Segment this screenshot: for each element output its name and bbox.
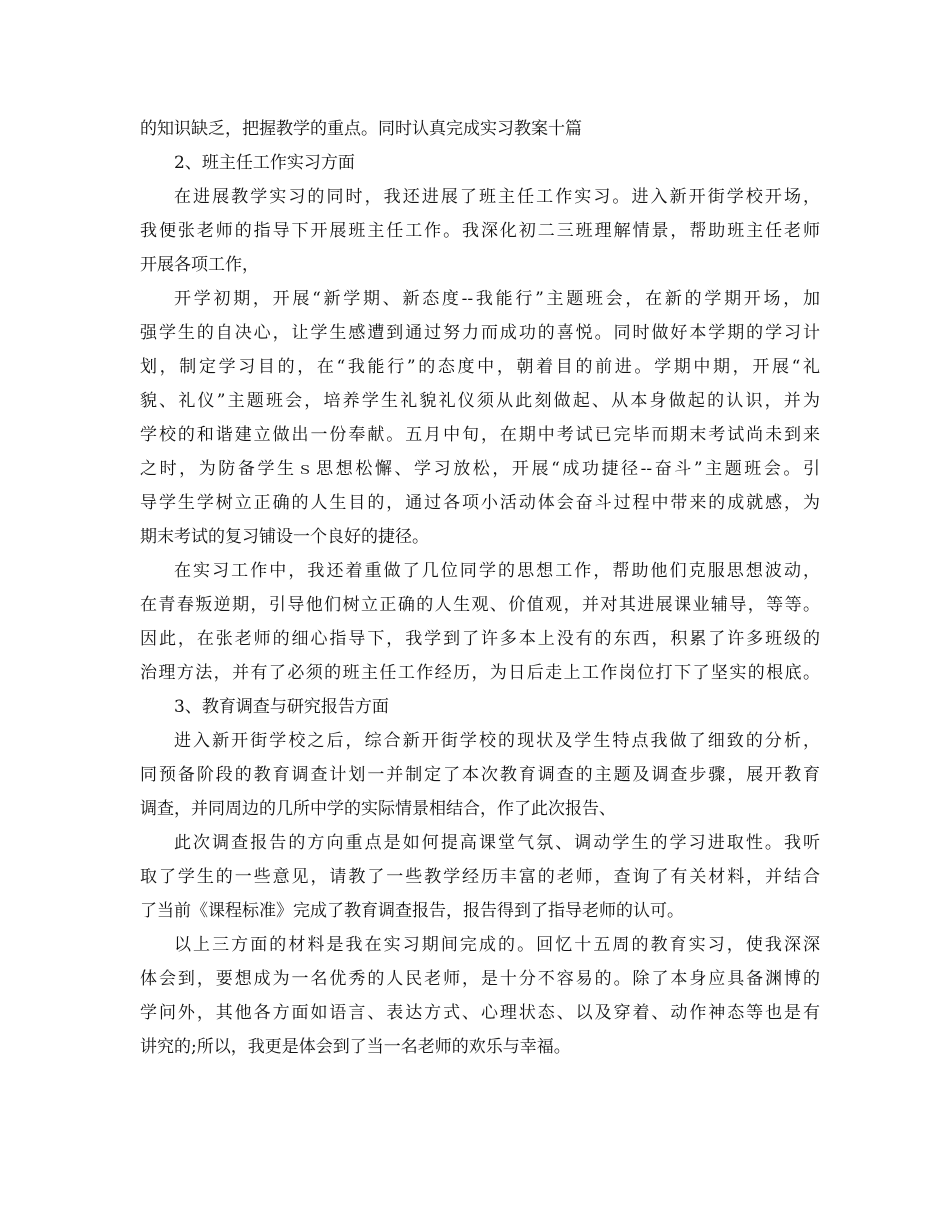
text-line: 在进展教学实习的同时，我还进展了班主任工作实习。进入新开街学校开场，: [174, 187, 820, 207]
text-line: 体会到，要想成为一名优秀的人民老师，是十分不容易的。除了本身应具备渊博的: [140, 969, 820, 989]
text-line: 在实习工作中，我还着重做了几位同学的思想工作，帮助他们克服思想波动，: [174, 561, 820, 581]
text-line: 调查，并同周边的几所中学的实际情景相结合，作了此次报告、: [140, 799, 616, 819]
text-line: 开展各项工作，: [140, 255, 259, 275]
text-line: 讲究的;所以，我更是体会到了当一名老师的欢乐与幸福。: [140, 1037, 571, 1057]
text-line: 貌、礼仪”主题班会，培养学生礼貌礼仪须从此刻做起、从本身做起的认识，并为: [140, 391, 820, 411]
text-line: 导学生学树立正确的人生目的，通过各项小活动体会奋斗过程中带来的成就感，为: [140, 493, 820, 513]
text-line: 划，制定学习目的，在“我能行”的态度中，朝着目的前进。学期中期，开展“礼: [140, 357, 820, 377]
text-line: 学问外，其他各方面如语言、表达方式、心理状态、以及穿着、动作神态等也是有: [140, 1003, 820, 1023]
text-line: 的知识缺乏，把握教学的重点。同时认真完成实习教案十篇: [140, 119, 582, 139]
document-body: [140, 112, 820, 1064]
section-heading: 2、班主任工作实习方面: [174, 153, 355, 173]
text-line: 治理方法，并有了必须的班主任工作经历，为日后走上工作岗位打下了坚实的根底。: [140, 663, 820, 683]
text-line: 因此，在张老师的细心指导下，我学到了许多本上没有的东西，积累了许多班级的: [140, 629, 820, 649]
text-line: 之时，为防备学生ｓ思想松懈、学习放松，开展“成功捷径--奋斗”主题班会。引: [140, 459, 820, 479]
text-line: 取了学生的一些意见，请教了一些教学经历丰富的老师，查询了有关材料，并结合: [140, 867, 820, 887]
text-line: 进入新开街学校之后，综合新开街学校的现状及学生特点我做了细致的分析，: [174, 731, 820, 751]
text-line: 学校的和谐建立做出一份奉献。五月中旬，在期中考试已完毕而期末考试尚未到来: [140, 425, 820, 445]
text-line: 同预备阶段的教育调查计划一并制定了本次教育调查的主题及调查步骤，展开教育: [140, 765, 820, 785]
text-line: 在青春叛逆期，引导他们树立正确的人生观、价值观，并对其进展课业辅导，等等。: [140, 595, 820, 615]
text-line: 我便张老师的指导下开展班主任工作。我深化初二三班理解情景，帮助班主任老师: [140, 221, 820, 241]
text-line: 此次调查报告的方向重点是如何提高课堂气氛、调动学生的学习进取性。我听: [174, 833, 820, 853]
section-heading: 3、教育调查与研究报告方面: [174, 697, 389, 717]
text-line: 强学生的自决心，让学生感遭到通过努力而成功的喜悦。同时做好本学期的学习计: [140, 323, 820, 343]
text-line: 了当前《课程标准》完成了教育调查报告，报告得到了指导老师的认可。: [140, 901, 684, 921]
text-line: 开学初期，开展“新学期、新态度--我能行”主题班会，在新的学期开场，加: [174, 289, 820, 309]
text-line: 期末考试的复习铺设一个良好的捷径。: [140, 527, 429, 547]
text-line: 以上三方面的材料是我在实习期间完成的。回忆十五周的教育实习，使我深深: [174, 935, 820, 955]
